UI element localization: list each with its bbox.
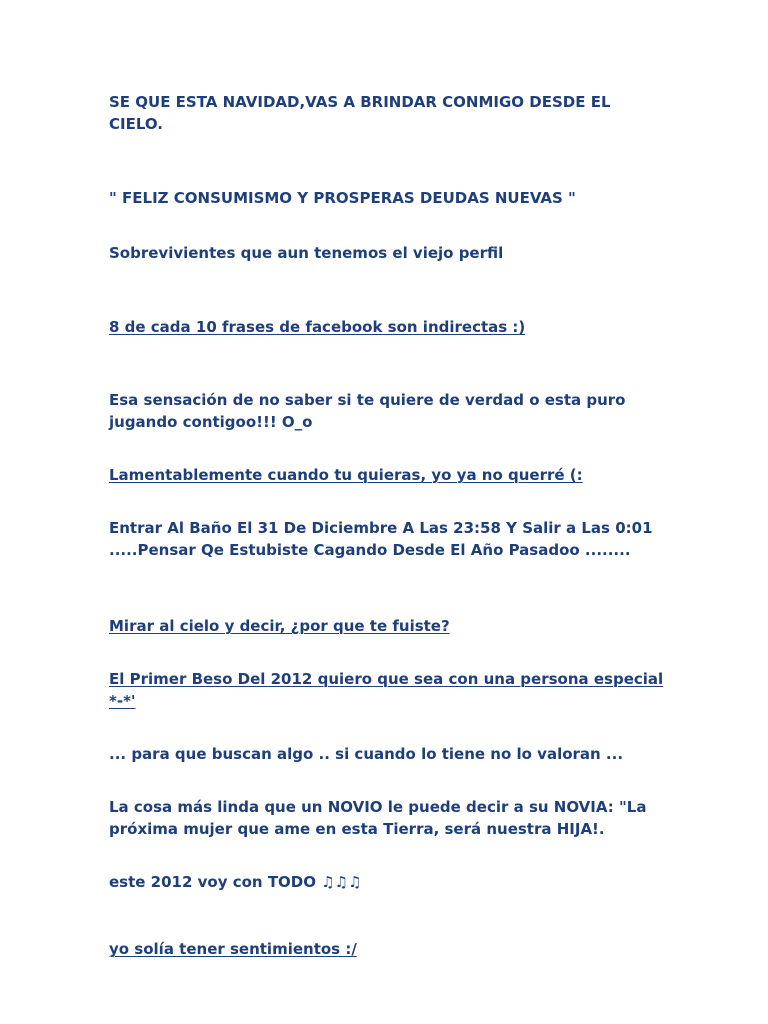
paragraph-mirar-al-cielo[interactable]: Mirar al cielo y decir, ¿por que te fuiste? — [109, 617, 450, 635]
paragraph-la-cosa-mas-linda: La cosa más linda que un NOVIO le puede decir a su NOVIA: "La próxima mujer que ame en esta Tierra, será nuestra HIJA!. — [109, 798, 647, 838]
paragraph-lamentablemente[interactable]: Lamentablemente cuando tu quieras, yo ya no querré (: — [109, 466, 583, 484]
paragraph-primer-beso[interactable]: El Primer Beso Del 2012 quiero que sea con una persona especial *-*' — [109, 670, 664, 710]
paragraph-esa-sensacion: Esa sensación de no saber si te quiere de verdad o esta puro jugando contigoo!!! O_o — [109, 391, 626, 431]
paragraph-este-2012: este 2012 voy con TODO ♫♫♫ — [109, 873, 362, 891]
paragraph-sobrevivientes: Sobrevivientes que aun tenemos el viejo perfil — [109, 244, 504, 262]
paragraph-navidad: SE QUE ESTA NAVIDAD,VAS A BRINDAR CONMIGO DESDE EL CIELO. — [109, 93, 611, 133]
paragraph-sentimientos[interactable]: yo solía tener sentimientos :/ — [109, 940, 357, 958]
paragraph-para-que-buscan: ... para que buscan algo .. si cuando lo tiene no lo valoran ... — [109, 745, 624, 763]
paragraph-feliz-consumismo: " FELIZ CONSUMISMO Y PROSPERAS DEUDAS NUEVAS " — [109, 189, 576, 207]
paragraph-entrar-al-bano: Entrar Al Baño El 31 De Diciembre A Las 23:58 Y Salir a Las 0:01 .....Pensar Qe Estubiste Cagando Desde El Año Pasadoo ........ — [109, 519, 653, 559]
paragraph-indirectas[interactable]: 8 de cada 10 frases de facebook son indirectas :) — [109, 318, 526, 336]
